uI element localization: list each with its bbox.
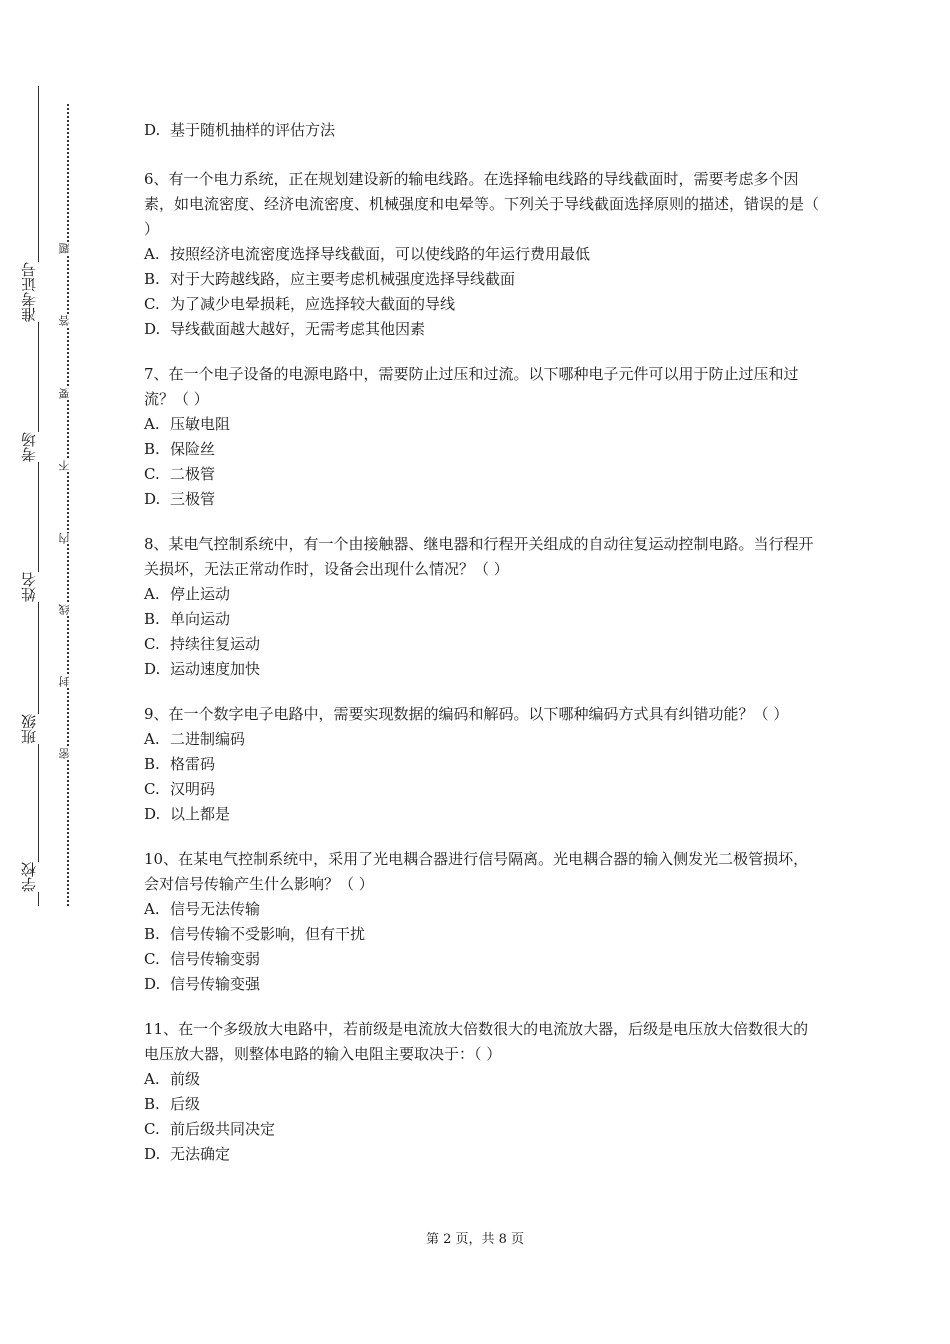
label-name: 姓名 xyxy=(21,572,47,602)
question-11 xyxy=(144,1017,820,1167)
label-school: 学校 xyxy=(21,862,47,892)
question-stem: 7、在一个电子设备的电源电路中，需要防止过压和过流。以下哪种电子元件可以用于防止过压和过流？（ ） xyxy=(144,365,799,408)
seal-char-bu: 不 xyxy=(59,460,75,471)
option-a: A. 按照经济电流密度选择导线截面，可以使线路的年运行费用最低 xyxy=(144,245,591,263)
seal-char-feng: 封 xyxy=(59,676,75,687)
label-class: 班级 xyxy=(21,714,47,744)
option-d: D. 基于随机抽样的评估方法 xyxy=(144,121,336,139)
option-c: C. 前后级共同决定 xyxy=(144,1120,276,1138)
option-d: D. 以上都是 xyxy=(144,805,231,823)
option-b: B. 保险丝 xyxy=(144,440,216,458)
option-d: D. 无法确定 xyxy=(144,1145,231,1163)
option-c: C. 为了减少电晕损耗，应选择较大截面的导线 xyxy=(144,295,456,313)
seal-char-mi: 密 xyxy=(59,748,75,759)
page-number: 第 2 页，共 8 页 xyxy=(425,1232,525,1247)
question-stem: 11、在一个多级放大电路中，若前级是电流放大倍数很大的电流放大器，后级是电压放大倍数很大的电压放大器，则整体电路的输入电阻主要取决于：（ ） xyxy=(144,1020,809,1063)
seal-char-yao: 要 xyxy=(59,388,75,399)
seal-char-nei: 内 xyxy=(59,533,75,544)
question-stem: 8、某电气控制系统中，有一个由接触器、继电器和行程开关组成的自动往复运动控制电路。当行程开关损坏，无法正常动作时，设备会出现什么情况？（ ） xyxy=(144,535,814,578)
question-5-continued xyxy=(144,118,820,143)
option-a: A. 停止运动 xyxy=(144,585,231,603)
option-b: B. 对于大跨越线路，应主要考虑机械强度选择导线截面 xyxy=(144,270,516,288)
option-a: A. 压敏电阻 xyxy=(144,415,231,433)
seal-char-da: 答 xyxy=(59,315,75,326)
option-d: D. 导线截面越大越好，无需考虑其他因素 xyxy=(144,320,426,338)
option-a: A. 信号无法传输 xyxy=(144,900,261,918)
option-b: B. 信号传输不受影响，但有干扰 xyxy=(144,925,366,943)
question-8 xyxy=(144,532,820,682)
option-b: B. 单向运动 xyxy=(144,610,231,628)
option-d: D. 信号传输变强 xyxy=(144,975,261,993)
question-list xyxy=(144,118,820,1187)
option-a: A. 前级 xyxy=(144,1070,201,1088)
option-c: C. 信号传输变弱 xyxy=(144,950,261,968)
question-6 xyxy=(144,167,820,342)
question-stem: 9、在一个数字电子电路中，需要实现数据的编码和解码。以下哪种编码方式具有纠错功能？（ ） xyxy=(144,705,789,723)
option-d: D. 运动速度加快 xyxy=(144,660,261,678)
seal-dotted-line xyxy=(67,104,69,906)
option-c: C. 二极管 xyxy=(144,465,216,483)
binding-margin-line xyxy=(38,86,39,906)
option-c: C. 汉明码 xyxy=(144,780,216,798)
option-b: B. 格雷码 xyxy=(144,755,216,773)
question-stem: 6、有一个电力系统，正在规划建设新的输电线路。在选择输电线路的导线截面时，需要考虑多个因素，如电流密度、经济电流密度、机械强度和电晕等。下列关于导线截面选择原则的描述，错误的是（ ） xyxy=(144,170,820,238)
seal-char-xian: 线 xyxy=(59,604,75,615)
seal-char-ti: 题 xyxy=(59,243,75,254)
question-9 xyxy=(144,702,820,827)
question-7 xyxy=(144,362,820,512)
option-d: D. 三极管 xyxy=(144,490,216,508)
label-exam-room: 考场 xyxy=(21,432,47,462)
question-10 xyxy=(144,847,820,997)
label-exam-number: 准考证号 xyxy=(21,262,47,322)
option-a: A. 二进制编码 xyxy=(144,730,246,748)
option-b: B. 后级 xyxy=(144,1095,201,1113)
question-stem: 10、在某电气控制系统中，采用了光电耦合器进行信号隔离。光电耦合器的输入侧发光二极管损坏，会对信号传输产生什么影响？（ ） xyxy=(144,850,809,893)
option-c: C. 持续往复运动 xyxy=(144,635,261,653)
